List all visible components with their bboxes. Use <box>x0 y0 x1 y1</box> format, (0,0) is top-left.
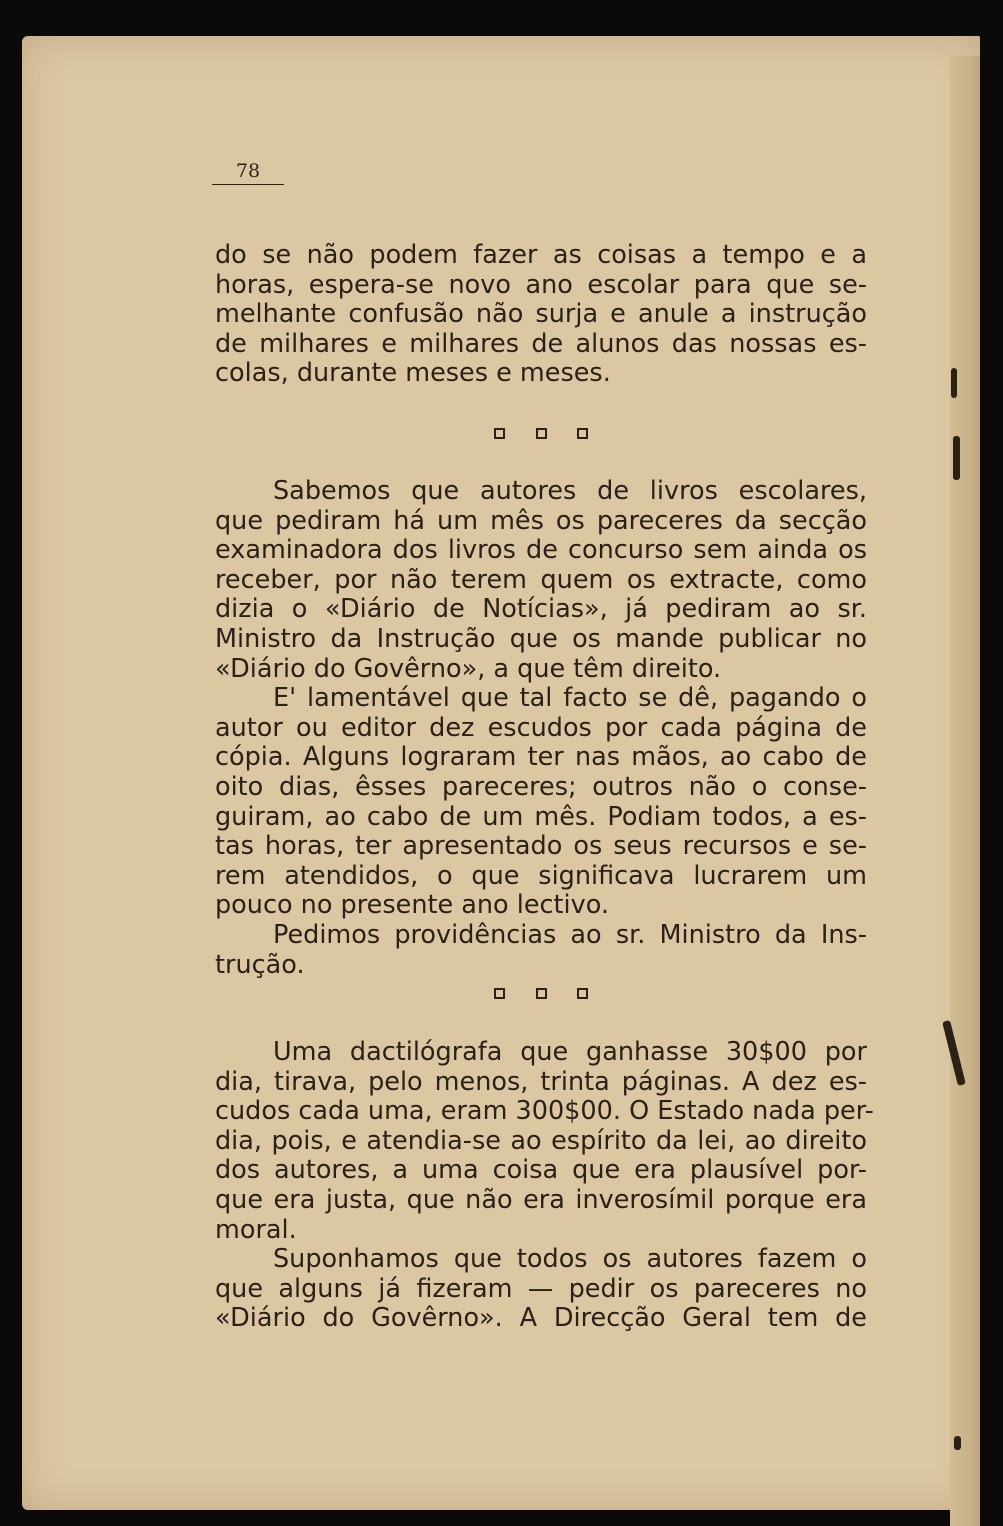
text-line: dos autores, a uma coisa que era plausível por- <box>215 1155 867 1186</box>
square-ornament-icon <box>577 428 588 439</box>
text-line: receber, por não terem quem os extracte, como <box>215 564 867 595</box>
page-number: 78 <box>212 160 284 185</box>
section-separator <box>494 428 588 444</box>
page-edge <box>950 56 980 1526</box>
square-ornament-icon <box>494 988 505 999</box>
text-line: dia, pois, e atendia-se ao espírito da lei, ao direito <box>215 1125 867 1156</box>
text-line: cópia. Alguns lograram ter nas mãos, ao cabo de <box>215 742 867 773</box>
text-line: Ministro da Instrução que os mande publicar no <box>215 623 867 654</box>
text-line: Uma dactilógrafa que ganhasse 30$00 por <box>273 1037 867 1067</box>
text-line: pouco no presente ano lectivo. <box>215 890 609 921</box>
text-line: do se não podem fazer as coisas a tempo e a <box>215 240 867 270</box>
section-separator <box>494 988 588 1004</box>
text-line: moral. <box>215 1214 297 1245</box>
text-line: que alguns já fizeram — pedir os pareceres no <box>215 1273 867 1304</box>
text-line: examinadora dos livros de concurso sem ainda os <box>215 535 867 566</box>
text-line: Sabemos que autores de livros escolares, <box>273 476 867 506</box>
text-line: horas, espera-se novo ano escolar para que se- <box>215 269 867 300</box>
text-line: dia, tirava, pelo menos, trinta páginas. A dez es- <box>215 1066 867 1097</box>
text-line: «Diário do Govêrno», a que têm direito. <box>215 653 722 684</box>
text-line: rem atendidos, o que significava lucrarem um <box>215 860 867 891</box>
text-line: que era justa, que não era inverosímil porque era <box>215 1184 867 1215</box>
text-line: «Diário do Govêrno». A Direcção Geral tem de <box>215 1303 867 1334</box>
text-line: colas, durante meses e meses. <box>215 358 611 389</box>
text-line: Pedimos providências ao sr. Ministro da Ins- <box>273 919 867 950</box>
text-line: de milhares e milhares de alunos das nossas es- <box>215 328 867 359</box>
text-line: Suponhamos que todos os autores fazem o <box>273 1244 867 1275</box>
paragraph-block-3 <box>215 1037 874 1334</box>
text-line: guiram, ao cabo de um mês. Podiam todos, a es- <box>215 801 867 832</box>
text-line: dizia o «Diário de Notícias», já pediram ao sr. <box>215 594 867 625</box>
square-ornament-icon <box>577 988 588 999</box>
text-line: autor ou editor dez escudos por cada página de <box>215 712 867 743</box>
ink-smudge <box>953 436 960 480</box>
text-line: que pediram há um mês os pareceres da secção <box>215 505 867 536</box>
text-line: E' lamentável que tal facto se dê, pagando o <box>273 683 867 714</box>
square-ornament-icon <box>536 428 547 439</box>
text-line: oito dias, êsses pareceres; outros não o conse- <box>215 771 867 802</box>
text-line: cudos cada uma, eram 300$00. O Estado nada per- <box>215 1096 874 1127</box>
text-line: trução. <box>215 949 305 980</box>
paragraph-block-2 <box>215 477 867 980</box>
ink-smudge <box>951 368 957 398</box>
square-ornament-icon <box>536 988 547 999</box>
paragraph-block-1 <box>215 241 867 389</box>
ink-smudge <box>954 1436 961 1450</box>
square-ornament-icon <box>494 428 505 439</box>
text-line: melhante confusão não surja e anule a instrução <box>215 299 867 330</box>
text-line: tas horas, ter apresentado os seus recursos e se- <box>215 831 867 862</box>
